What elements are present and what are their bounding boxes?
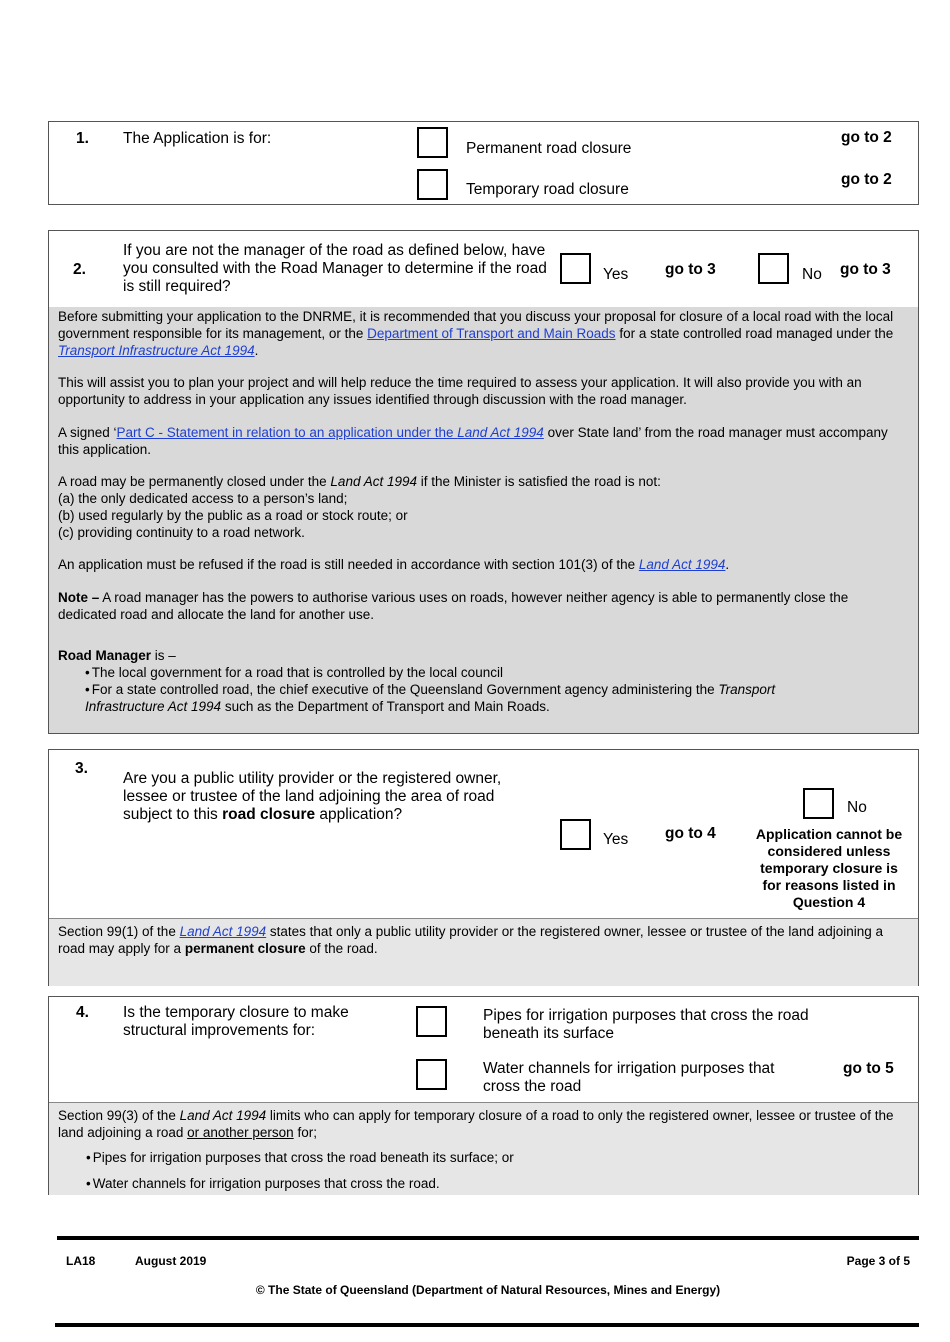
- info-paragraph: An application must be refused if the road is still needed in accordance with section 101(3) of the Land Act 1994.: [58, 557, 730, 572]
- question-number: 4.: [76, 1004, 89, 1021]
- footer-bottom-rule: [55, 1323, 919, 1327]
- info-paragraph: Before submitting your application to the DNRME, it is recommended that you discuss your proposal for closure of a local road with the local government responsible for its management, or the Department of Transport and Main Roads for a state controlled road managed under the Transport Infrastructure Act 1994.: [58, 309, 894, 358]
- info-paragraph: This will assist you to plan your project and will help reduce the time required to assess your application. It will also provide you with an opportunity to address in your application any issues identified through discussion with the road manager.: [58, 375, 862, 407]
- footer-top-rule: [57, 1236, 919, 1240]
- no-checkbox[interactable]: [803, 788, 834, 819]
- goto-label: go to 5: [843, 1060, 894, 1077]
- road-manager-info-panel: [49, 307, 918, 733]
- info-paragraph: Section 99(3) of the Land Act 1994 limits who can apply for temporary closure of a road to only the registered owner, lessee or trustee of the land adjoining a road or another person for;: [58, 1108, 894, 1140]
- option-label: Temporary road closure: [466, 181, 629, 198]
- no-note: Application cannot be considered unless temporary closure is for reasons listed in Question 4: [755, 826, 903, 910]
- question-text: The Application is for:: [123, 130, 272, 147]
- goto-label: go to 4: [665, 825, 716, 842]
- info-paragraph: A road may be permanently closed under the Land Act 1994 if the Minister is satisfied the road is not: (a) the only dedicated access to a person’s land; (b) used regularly by the public as a road or stock route; or (c) providing continuity to a road network.: [58, 473, 910, 541]
- question-text: Are you a public utility provider or the registered owner, lessee or trustee of the land adjoining the area of road subject to this road closure application?: [123, 770, 502, 823]
- land-act-link[interactable]: Land Act 1994: [179, 924, 267, 939]
- goto-label: go to 2: [841, 129, 892, 146]
- question-text: If you are not the manager of the road as defined below, have you consulted with the Road Manager to determine if the road is still required?: [123, 242, 547, 295]
- question-1-box: [48, 121, 919, 205]
- no-checkbox[interactable]: [758, 253, 789, 284]
- water-channels-checkbox[interactable]: [416, 1059, 447, 1090]
- question-number: 3.: [75, 760, 88, 777]
- criteria-item: (b) used regularly by the public as a road or stock route; or: [58, 508, 408, 523]
- option-label: Water channels for irrigation purposes that cross the road: [483, 1060, 775, 1095]
- section-99-3-panel: [49, 1102, 918, 1195]
- permanent-closure-checkbox[interactable]: [417, 127, 448, 158]
- goto-label: go to 3: [665, 261, 716, 278]
- yes-checkbox[interactable]: [560, 819, 591, 850]
- part-c-link[interactable]: Part C - Statement in relation to an application under the Land Act 1994: [116, 425, 544, 440]
- yes-label: Yes: [603, 831, 629, 848]
- road-manager-definition: Road Manager is – • The local government for a road that is controlled by the local council • For a state controlled road, the chief executive of the Queensland Government agency administering the Transport Infrastructure Act 1994 such as the Department of Transport and Main Roads.: [58, 647, 910, 715]
- form-code: LA18: [66, 1254, 96, 1268]
- option-label: Pipes for irrigation purposes that cross the road beneath its surface: [483, 1007, 809, 1042]
- goto-label: go to 2: [841, 171, 892, 188]
- info-paragraph: A signed ‘Part C - Statement in relation to an application under the Land Act 1994 over State land’ from the road manager must accompany this application.: [58, 425, 888, 457]
- section-99-1-panel: [49, 918, 918, 986]
- definition-bullet: • For a state controlled road, the chief executive of the Queensland Government agency administering the Transport Infrastructure Act 1994 such as the Department of Transport and Main Roads.: [58, 681, 845, 715]
- no-label: No: [802, 266, 822, 283]
- pipes-checkbox[interactable]: [416, 1006, 447, 1037]
- criteria-item: (c) providing continuity to a road network.: [58, 525, 305, 540]
- question-2-box: [48, 230, 919, 734]
- no-label: No: [847, 799, 867, 816]
- option-label: Permanent road closure: [466, 140, 632, 157]
- form-date: August 2019: [135, 1254, 207, 1268]
- note-paragraph: Note – A road manager has the powers to authorise various uses on roads, however neither agency is able to permanently close the dedicated road and allocate the land for another use.: [58, 590, 849, 622]
- temporary-closure-checkbox[interactable]: [417, 169, 448, 200]
- question-3-box: [48, 749, 919, 986]
- eligibility-bullet: • Pipes for irrigation purposes that cross the road beneath its surface; or: [86, 1149, 514, 1166]
- question-number: 2.: [73, 261, 86, 278]
- goto-label: go to 3: [840, 261, 891, 278]
- copyright: © The State of Queensland (Department of Natural Resources, Mines and Energy): [255, 1283, 721, 1297]
- dtmr-link[interactable]: Department of Transport and Main Roads: [367, 326, 616, 341]
- yes-label: Yes: [603, 266, 629, 283]
- question-4-box: [48, 996, 919, 1195]
- definition-bullet: • The local government for a road that is controlled by the local council: [58, 664, 910, 681]
- eligibility-bullet: • Water channels for irrigation purposes that cross the road.: [86, 1175, 440, 1192]
- criteria-item: (a) the only dedicated access to a person’s land;: [58, 491, 348, 506]
- info-paragraph: Section 99(1) of the Land Act 1994 states that only a public utility provider or the registered owner, lessee or trustee of the land adjoining a road may apply for a permanent closure of the road.: [58, 924, 884, 956]
- yes-checkbox[interactable]: [560, 253, 591, 284]
- page-number: Page 3 of 5: [846, 1254, 910, 1268]
- question-number: 1.: [76, 130, 89, 147]
- land-act-link[interactable]: Land Act 1994: [638, 557, 726, 572]
- tia-link[interactable]: Transport Infrastructure Act 1994: [58, 343, 255, 358]
- question-text: Is the temporary closure to make structural improvements for:: [123, 1004, 349, 1039]
